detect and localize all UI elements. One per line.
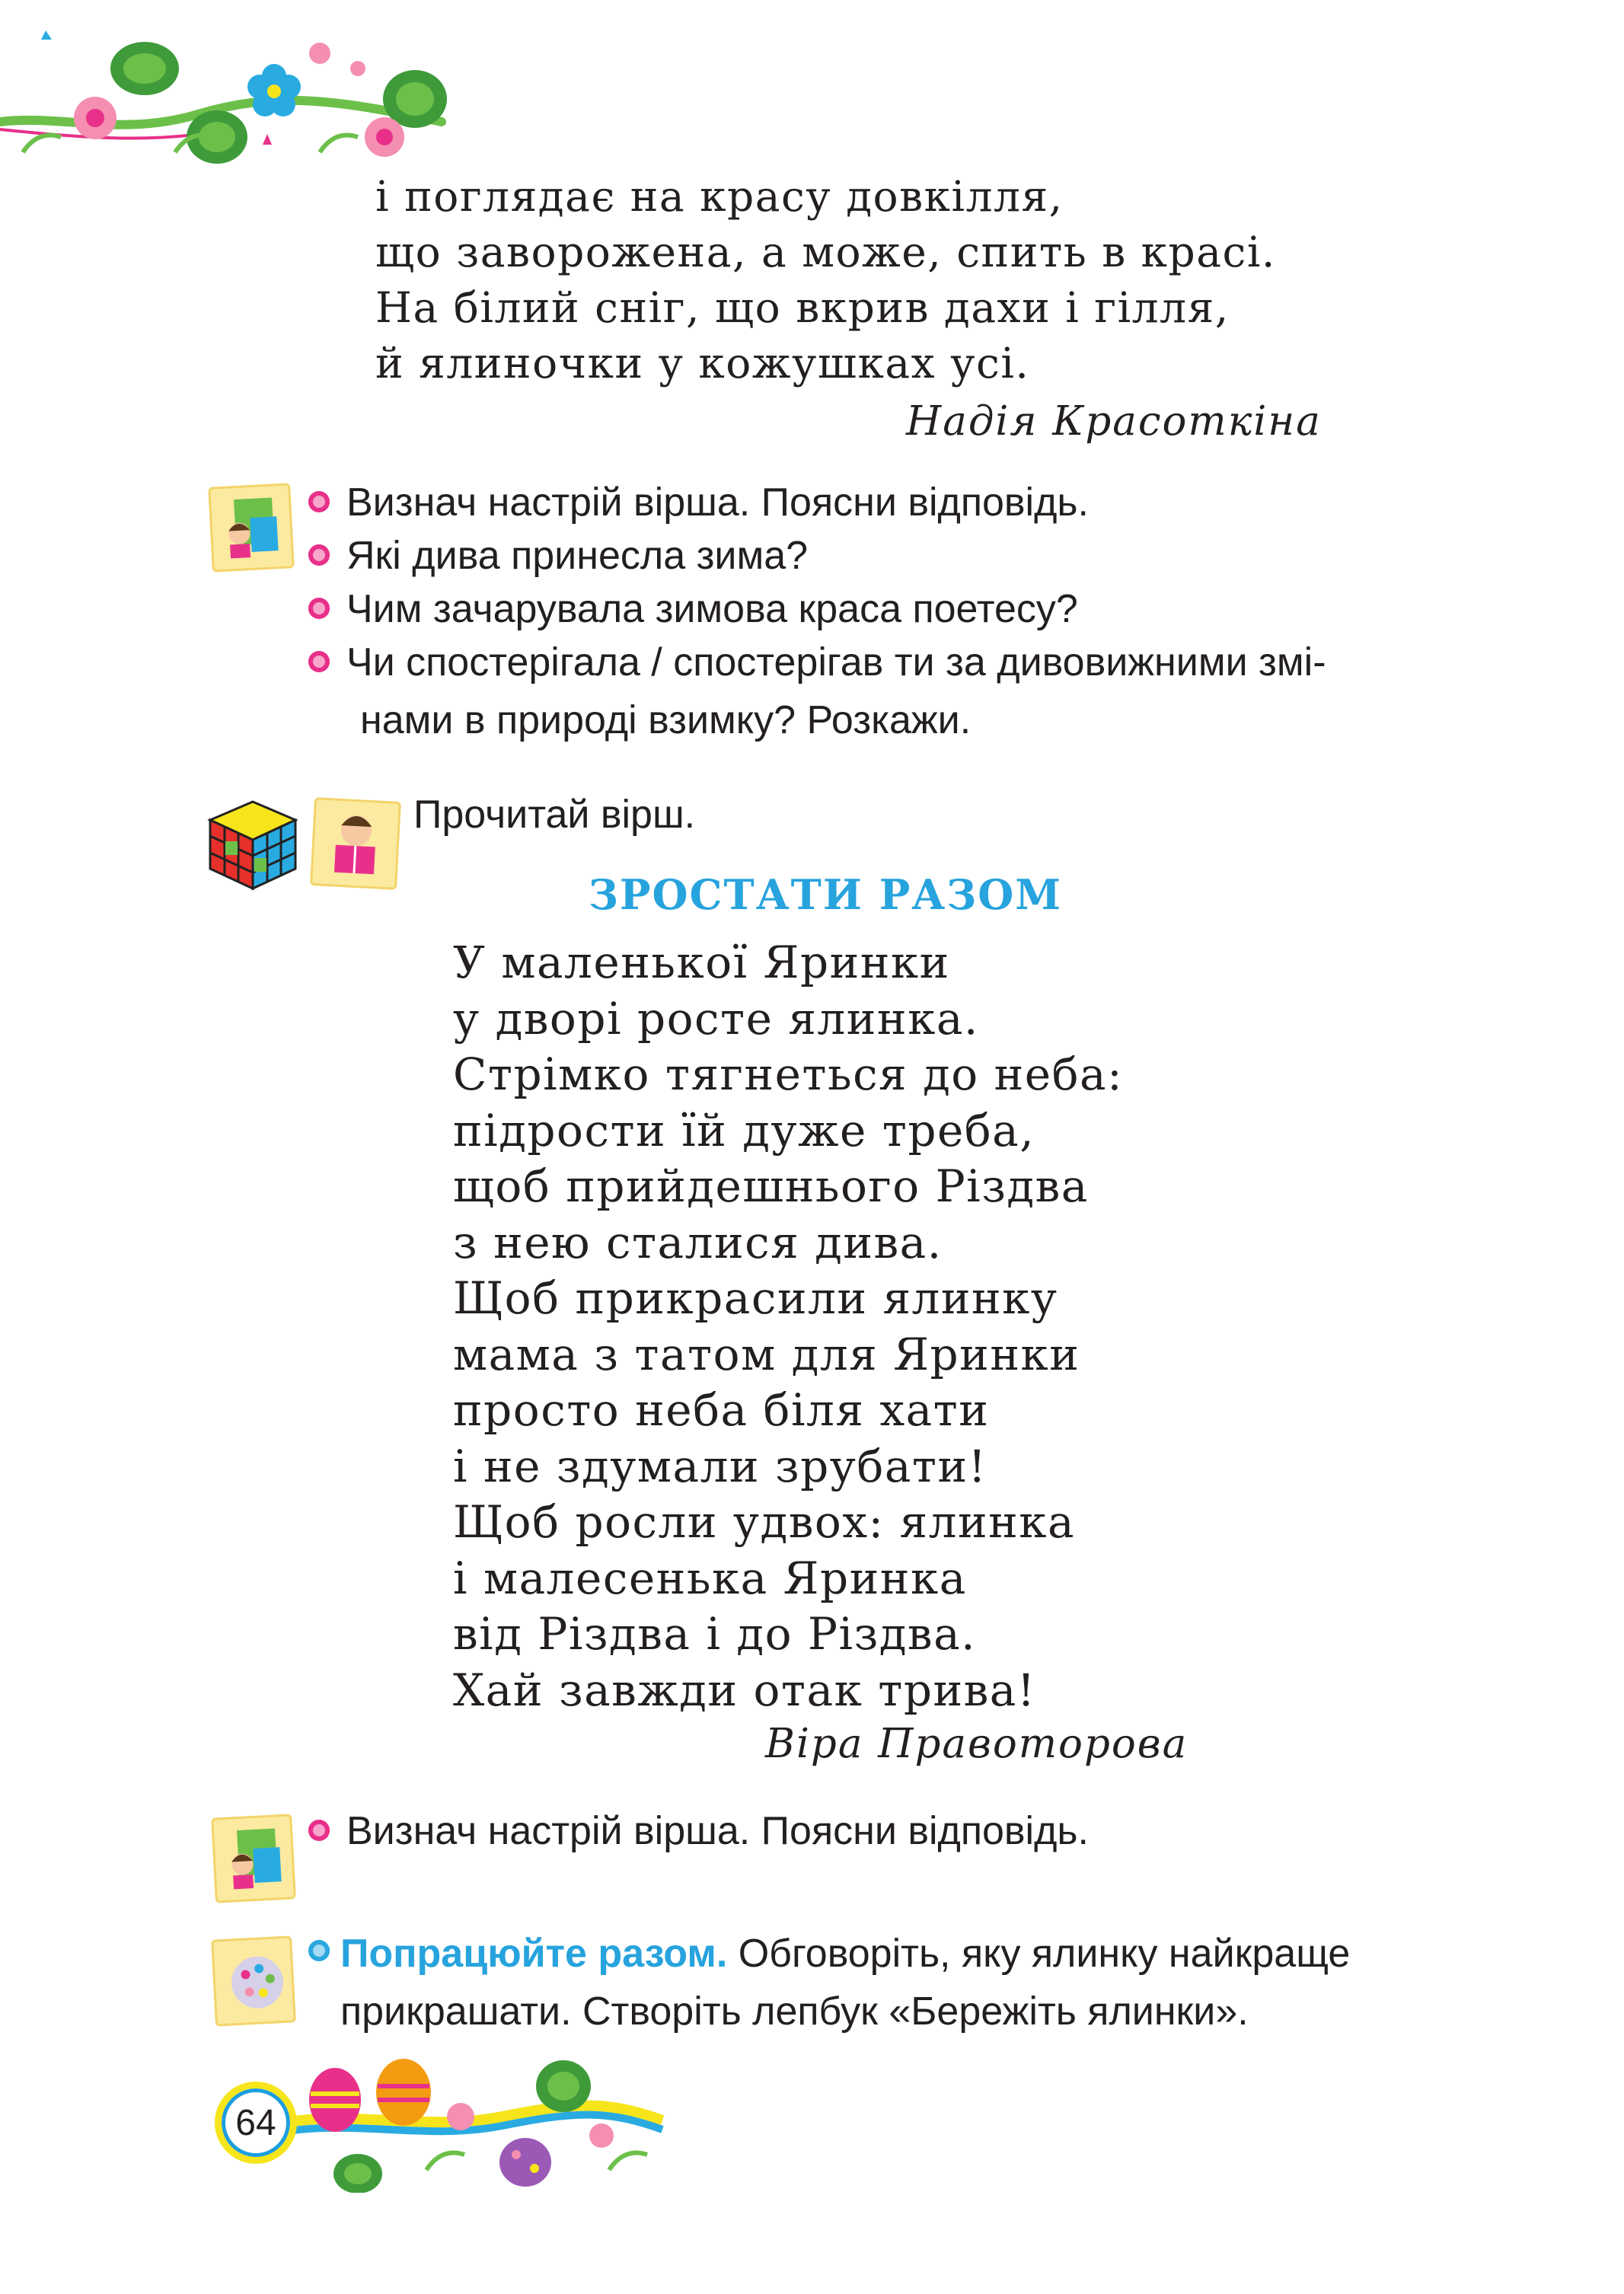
bullet-icon	[308, 1820, 330, 1841]
bullet-icon	[308, 1940, 330, 1961]
poem-2-text	[453, 935, 1123, 1718]
read-task: Прочитай вірш.	[413, 793, 696, 837]
poem-2-line: щоб прийдешнього Різдва	[453, 1160, 1089, 1212]
questions-list-2	[308, 1804, 1089, 1858]
poem-2-line: Стрімко тягнеться до неба:	[453, 1048, 1124, 1100]
poem-2-line: і малесенька Яринка	[453, 1552, 967, 1604]
floral-branch-decoration	[0, 23, 457, 175]
poem-2-line: просто неба біля хати	[453, 1384, 990, 1436]
poem-2-line: мама з татом для Яринки	[453, 1328, 1080, 1380]
poem-2-line: Щоб прикрасили ялинку	[453, 1272, 1058, 1324]
teamwork-item	[308, 1925, 1350, 1983]
poem-1-line: що заворожена, а може, спить в красі.	[375, 228, 1276, 276]
bullet-icon	[308, 491, 330, 512]
poem-2-author: Віра Правоторова	[765, 1721, 1188, 1767]
poem-2-line: і не здумали зрубати!	[453, 1440, 987, 1492]
questions-list-1	[308, 476, 1326, 751]
poem-1-text	[375, 169, 1276, 391]
bullet-icon	[308, 651, 330, 672]
poem-1-line: і поглядає на красу довкілля,	[375, 172, 1064, 221]
question-continuation: нами в природі взимку? Розкажи.	[360, 698, 972, 742]
questions-icon	[211, 1814, 296, 1903]
teamwork-continuation: прикрашати. Створіть лепбук «Бережіть ялинки».	[340, 1989, 1249, 2034]
questions-icon	[208, 483, 295, 572]
poem-1-author: Надія Красоткіна	[906, 398, 1322, 445]
bullet-icon	[308, 544, 330, 566]
teamwork-lead: Попрацюйте разом.	[340, 1932, 728, 1976]
teamwork-text: Обговоріть, яку ялинку найкраще	[738, 1932, 1351, 1976]
question-text: Чим зачарувала зимова краса поетесу?	[346, 587, 1078, 631]
question-text: Чи спостерігала / спостерігав ти за дивовижними змі-	[346, 640, 1326, 684]
teamwork-task	[308, 1925, 1350, 2040]
question-item	[308, 636, 1326, 689]
easter-eggs-decoration	[274, 2048, 670, 2193]
poem-2-line: Хай завжди отак трива!	[453, 1664, 1036, 1716]
question-item	[308, 582, 1326, 636]
poem-2-title-wrap	[0, 870, 1624, 919]
question-text: Які дива принесла зима?	[346, 534, 809, 578]
poem-2-line: підрости їй дуже треба,	[453, 1104, 1035, 1157]
poem-2-line: У маленької Яринки	[453, 936, 950, 988]
question-text: Визнач настрій вірша. Поясни відповідь.	[346, 1809, 1089, 1853]
poem-2-line: від Різдва і до Різдва.	[453, 1608, 977, 1660]
teamwork-icon	[211, 1935, 296, 2026]
question-item	[308, 1804, 1089, 1858]
question-item	[308, 529, 1326, 582]
poem-2-line: у дворі росте ялинка.	[453, 992, 979, 1045]
poem-1-line: На білий сніг, що вкрив дахи і гілля,	[375, 283, 1230, 332]
poem-2-line: Щоб росли удвох: ялинка	[453, 1496, 1076, 1548]
poem-2-title: ЗРОСТАТИ РАЗОМ	[588, 870, 1063, 919]
poem-2-line: з нею сталися дива.	[453, 1216, 943, 1268]
question-item	[308, 476, 1326, 529]
bullet-icon	[308, 598, 330, 619]
page-number: 64	[215, 2082, 297, 2164]
poem-1-line: й ялиночки у кожушках усі.	[375, 339, 1030, 388]
question-text: Визнач настрій вірша. Поясни відповідь.	[346, 480, 1089, 525]
